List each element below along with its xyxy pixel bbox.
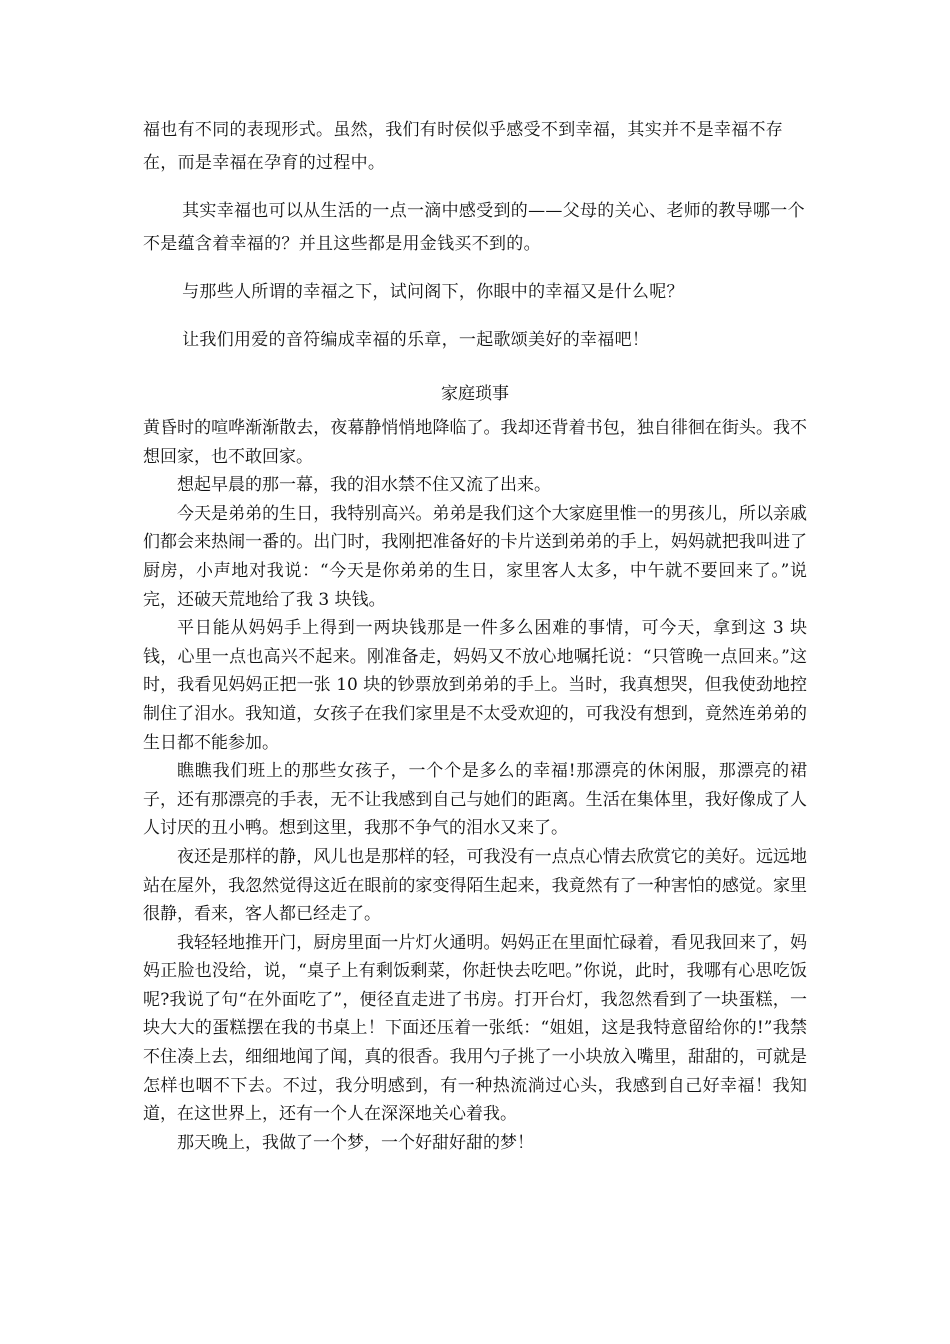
intro-paragraph: 福也有不同的表现形式。虽然，我们有时侯似乎感受不到幸福，其实并不是幸福不存在，而是幸福在孕育的过程中。 xyxy=(143,120,784,173)
intro-paragraph: 与那些人所谓的幸福之下，试问阁下，你眼中的幸福又是什么呢？ xyxy=(182,282,684,302)
essay-section xyxy=(143,414,807,1157)
intro-section xyxy=(143,114,807,357)
essay-paragraph: 想起早晨的那一幕，我的泪水禁不住又流了出来。 xyxy=(177,475,551,496)
intro-paragraph: 让我们用爱的音符编成幸福的乐章，一起歌颂美好的幸福吧！ xyxy=(182,330,650,350)
essay-paragraph: 夜还是那样的静，风儿也是那样的轻，可我没有一点点心情去欣赏它的美好。远远地站在屋外，我忽然觉得这近在眼前的家变得陌生起来，我竟然有了一种害怕的感觉。家里很静，看来，客人都已经走了。 xyxy=(143,846,807,925)
essay-paragraph: 平日能从妈妈手上得到一两块钱那是一件多么困难的事情，可今天，拿到这 3 块钱，心里一点也高兴不起来。刚准备走，妈妈又不放心地嘱托说：“只管晚一点回来。”这时，我看见妈妈正把一张 10 块的钞票放到弟弟的手上。当时，我真想哭，但我使劲地控制住了泪水。我知道，女孩子在我们家里是不太受欢迎的，可我没有想到，竟然连弟弟的生日都不能参加。 xyxy=(143,618,807,753)
essay-paragraph: 今天是弟弟的生日，我特别高兴。弟弟是我们这个大家庭里惟一的男孩儿，所以亲戚们都会来热闹一番的。出门时，我刚把准备好的卡片送到弟弟的手上，妈妈就把我叫进了厨房，小声地对我说：“今天是你弟弟的生日，家里客人太多，中午就不要回来了。”说完，还破天荒地给了我 3 块钱。 xyxy=(143,503,807,610)
essay-paragraph: 黄昏时的喧哗渐渐散去，夜幕静悄悄地降临了。我却还背着书包，独自徘徊在街头。我不想回家，也不敢回家。 xyxy=(143,418,807,467)
essay-paragraph: 那天晚上，我做了一个梦，一个好甜好甜的梦！ xyxy=(177,1132,534,1153)
intro-paragraph: 其实幸福也可以从生活的一点一滴中感受到的——父母的关心、老师的教导哪一个不是蕴含着幸福的？并且这些都是用金钱买不到的。 xyxy=(143,201,805,254)
essay-paragraph: 我轻轻地推开门，厨房里面一片灯火通明。妈妈正在里面忙碌着，看见我回来了，妈妈正脸也没给，说，“桌子上有剩饭剩菜，你赶快去吃吧。”你说，此时，我哪有心思吃饭呢?我说了句“在外面吃了”，便径直走进了书房。打开台灯，我忽然看到了一块蛋糕，一块大大的蛋糕摆在我的书桌上！下面还压着一张纸：“姐姐，这是我特意留给你的!”我禁不住凑上去，细细地闻了闻，真的很香。我用勺子挑了一小块放入嘴里，甜甜的，可就是怎样也咽不下去。不过，我分明感到，有一种热流淌过心头，我感到自己好幸福！我知道，在这世界上，还有一个人在深深地关心着我。 xyxy=(143,932,807,1125)
document-body xyxy=(143,114,807,1157)
essay-paragraph: 瞧瞧我们班上的那些女孩子，一个个是多么的幸福!那漂亮的休闲服，那漂亮的裙子，还有那漂亮的手表，无不让我感到自己与她们的距离。生活在集体里，我好像成了人人讨厌的丑小鸭。想到这里，我那不争气的泪水又来了。 xyxy=(143,761,807,839)
essay-title: 家庭琐事 xyxy=(441,384,509,404)
